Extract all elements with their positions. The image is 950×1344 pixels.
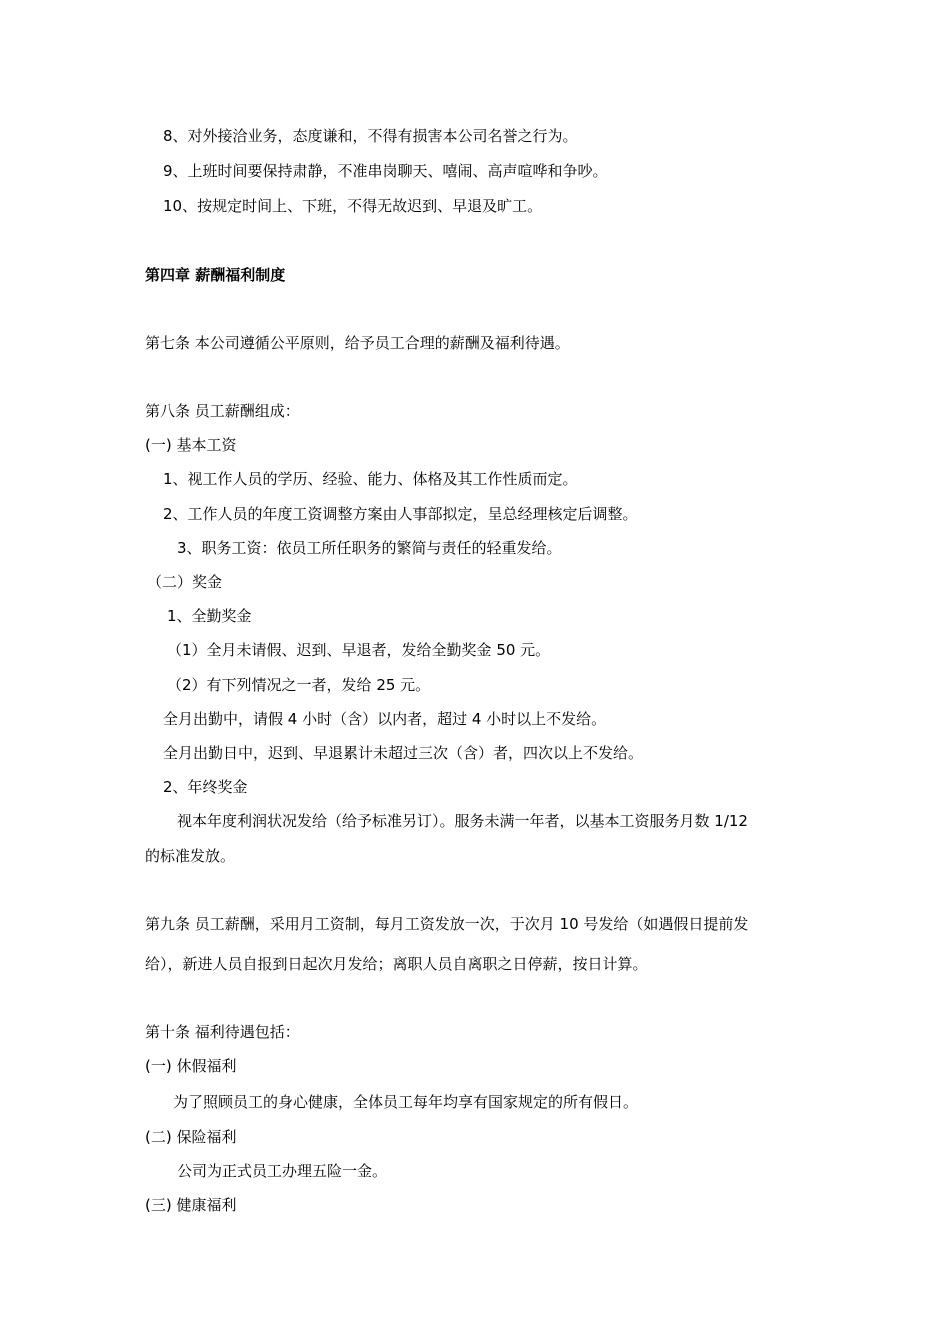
bonus-annual-text: 视本年度利润状况发给（给予标准另订）。服务未满一年者，以基本工资服务月数 1/12 xyxy=(177,812,748,830)
rule-item-9: 9、上班时间要保持肃静，不准串岗聊天、嘻闹、高声喧哗和争吵。 xyxy=(163,162,608,180)
bonus-condition-1: 全月出勤中，请假 4 小时（含）以内者，超过 4 小时以上不发给。 xyxy=(163,710,607,728)
section-bonus: （二）奖金 xyxy=(147,573,223,591)
article-9-cont: 给），新进人员自报到日起次月发给；离职人员自离职之日停薪，按日计算。 xyxy=(145,955,648,973)
basic-salary-item-2: 2、工作人员的年度工资调整方案由人事部拟定，呈总经理核定后调整。 xyxy=(163,505,638,523)
bonus-annual: 2、年终奖金 xyxy=(163,778,248,796)
section-insurance: (二) 保险福利 xyxy=(145,1128,237,1146)
article-7: 第七条 本公司遵循公平原则，给予员工合理的薪酬及福利待遇。 xyxy=(145,334,570,352)
insurance-text: 公司为正式员工办理五险一金。 xyxy=(177,1162,388,1180)
basic-salary-item-3: 3、职务工资：依员工所任职务的繁简与责任的轻重发给。 xyxy=(177,539,562,557)
holiday-text: 为了照顾员工的身心健康，全体员工每年均享有国家规定的所有假日。 xyxy=(173,1093,639,1111)
chapter-heading: 第四章 薪酬福利制度 xyxy=(145,266,286,284)
article-10: 第十条 福利待遇包括： xyxy=(145,1023,300,1041)
section-holiday: (一) 休假福利 xyxy=(145,1057,237,1075)
bonus-attendance-item-2: （2）有下列情况之一者，发给 25 元。 xyxy=(167,676,431,694)
rule-item-10: 10、按规定时间上、下班，不得无故迟到、早退及旷工。 xyxy=(163,197,543,215)
section-health: (三) 健康福利 xyxy=(145,1196,237,1214)
rule-item-8: 8、对外接洽业务，态度谦和，不得有损害本公司名誉之行为。 xyxy=(163,127,578,145)
bonus-annual-text-cont: 的标准发放。 xyxy=(145,847,236,865)
bonus-condition-2: 全月出勤日中，迟到、早退累计未超过三次（含）者，四次以上不发给。 xyxy=(163,744,644,762)
basic-salary-item-1: 1、视工作人员的学历、经验、能力、体格及其工作性质而定。 xyxy=(163,470,578,488)
article-9: 第九条 员工薪酬，采用月工资制，每月工资发放一次，于次月 10 号发给（如遇假日提前发 xyxy=(145,915,749,933)
bonus-attendance: 1、全勤奖金 xyxy=(167,607,252,625)
section-basic-salary: (一) 基本工资 xyxy=(145,436,237,454)
bonus-attendance-item-1: （1）全月未请假、迟到、早退者，发给全勤奖金 50 元。 xyxy=(167,641,551,659)
article-8: 第八条 员工薪酬组成： xyxy=(145,402,300,420)
